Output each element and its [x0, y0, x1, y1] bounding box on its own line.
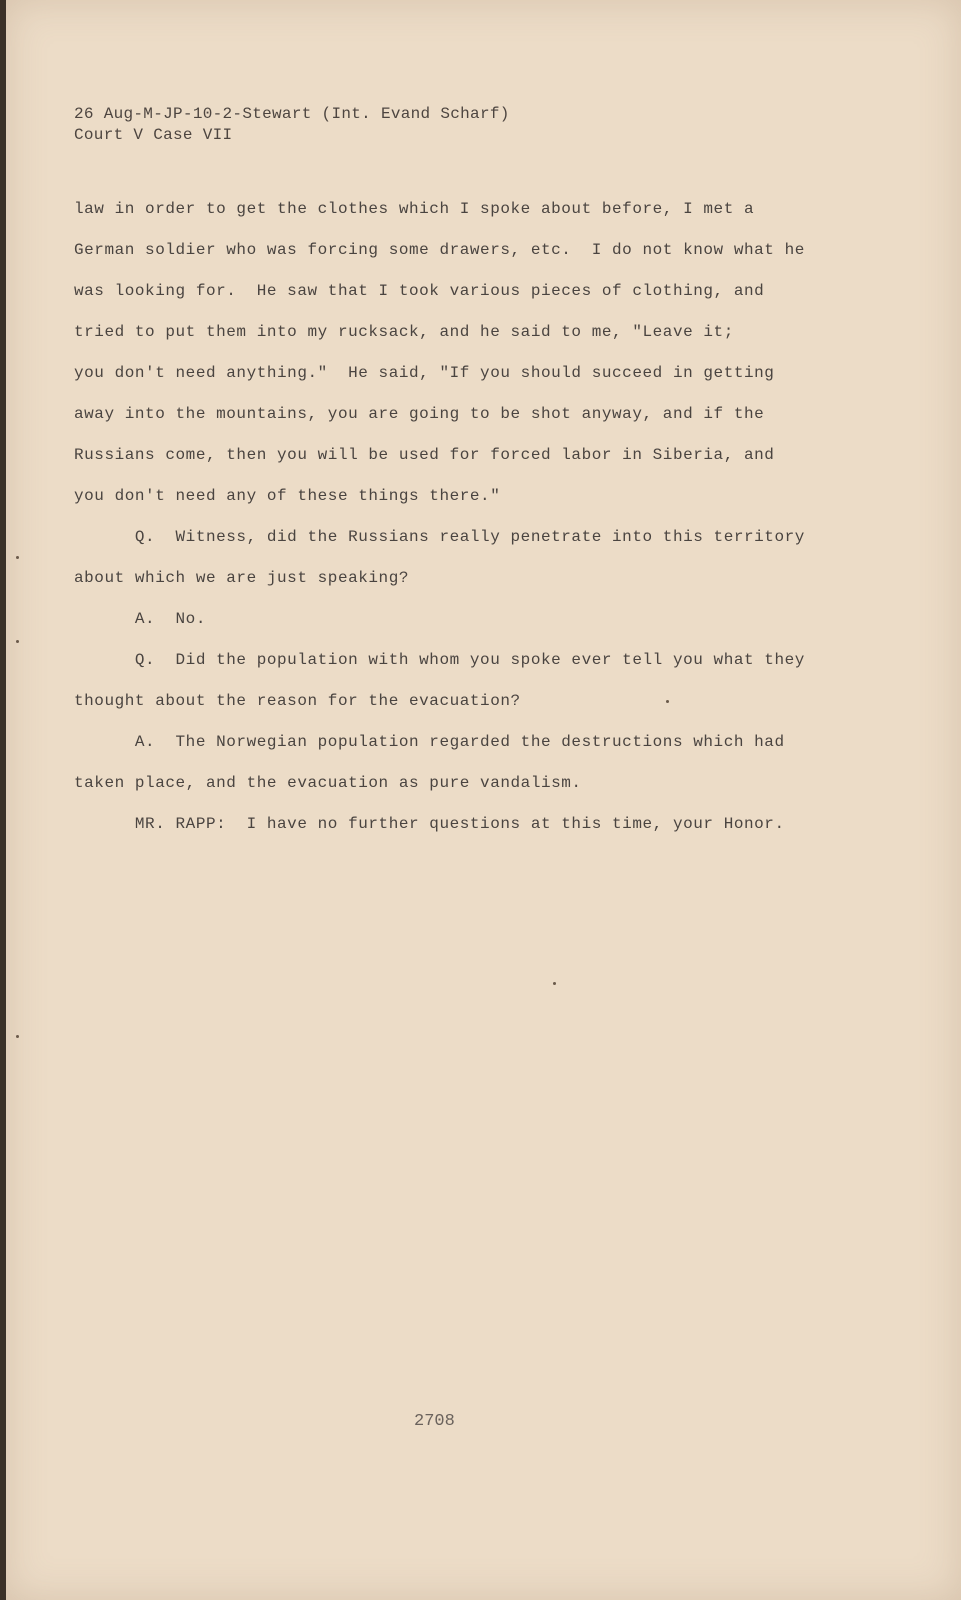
- transcript-line: taken place, and the evacuation as pure vandalism.: [74, 774, 582, 792]
- answer-line: A. No.: [74, 610, 206, 628]
- transcript-line: about which we are just speaking?: [74, 569, 410, 587]
- statement-line: MR. RAPP: I have no further questions at this time, your Honor.: [74, 815, 785, 833]
- page-header: [74, 104, 510, 146]
- transcript-line: tried to put them into my rucksack, and he said to me, "Leave it;: [74, 323, 734, 341]
- header-session-line: 26 Aug-M-JP-10-2-Stewart (Int. Evand Scharf): [74, 105, 510, 123]
- transcript-line: thought about the reason for the evacuation?: [74, 692, 521, 710]
- answer-line: A. The Norwegian population regarded the destructions which had: [74, 733, 785, 751]
- header-court-line: Court V Case VII: [74, 126, 233, 144]
- transcript-line: you don't need anything." He said, "If you should succeed in getting: [74, 364, 775, 382]
- transcript-line: away into the mountains, you are going to be shot anyway, and if the: [74, 405, 765, 423]
- paper-blemish: [16, 640, 19, 643]
- page-number: 2708: [414, 1412, 455, 1431]
- transcript-line: was looking for. He saw that I took various pieces of clothing, and: [74, 282, 765, 300]
- paper-blemish: [16, 1035, 19, 1038]
- transcript-line: you don't need any of these things there.": [74, 487, 501, 505]
- question-line: Q. Did the population with whom you spoke ever tell you what they: [74, 651, 805, 669]
- transcript-line: Russians come, then you will be used for forced labor in Siberia, and: [74, 446, 775, 464]
- paper-blemish: [553, 982, 556, 985]
- typewritten-page: [6, 0, 961, 1600]
- paper-blemish: [666, 700, 669, 703]
- transcript-line: German soldier who was forcing some drawers, etc. I do not know what he: [74, 241, 805, 259]
- question-line: Q. Witness, did the Russians really penetrate into this territory: [74, 528, 805, 546]
- paper-blemish: [16, 556, 19, 559]
- transcript-line: law in order to get the clothes which I spoke about before, I met a: [74, 200, 755, 218]
